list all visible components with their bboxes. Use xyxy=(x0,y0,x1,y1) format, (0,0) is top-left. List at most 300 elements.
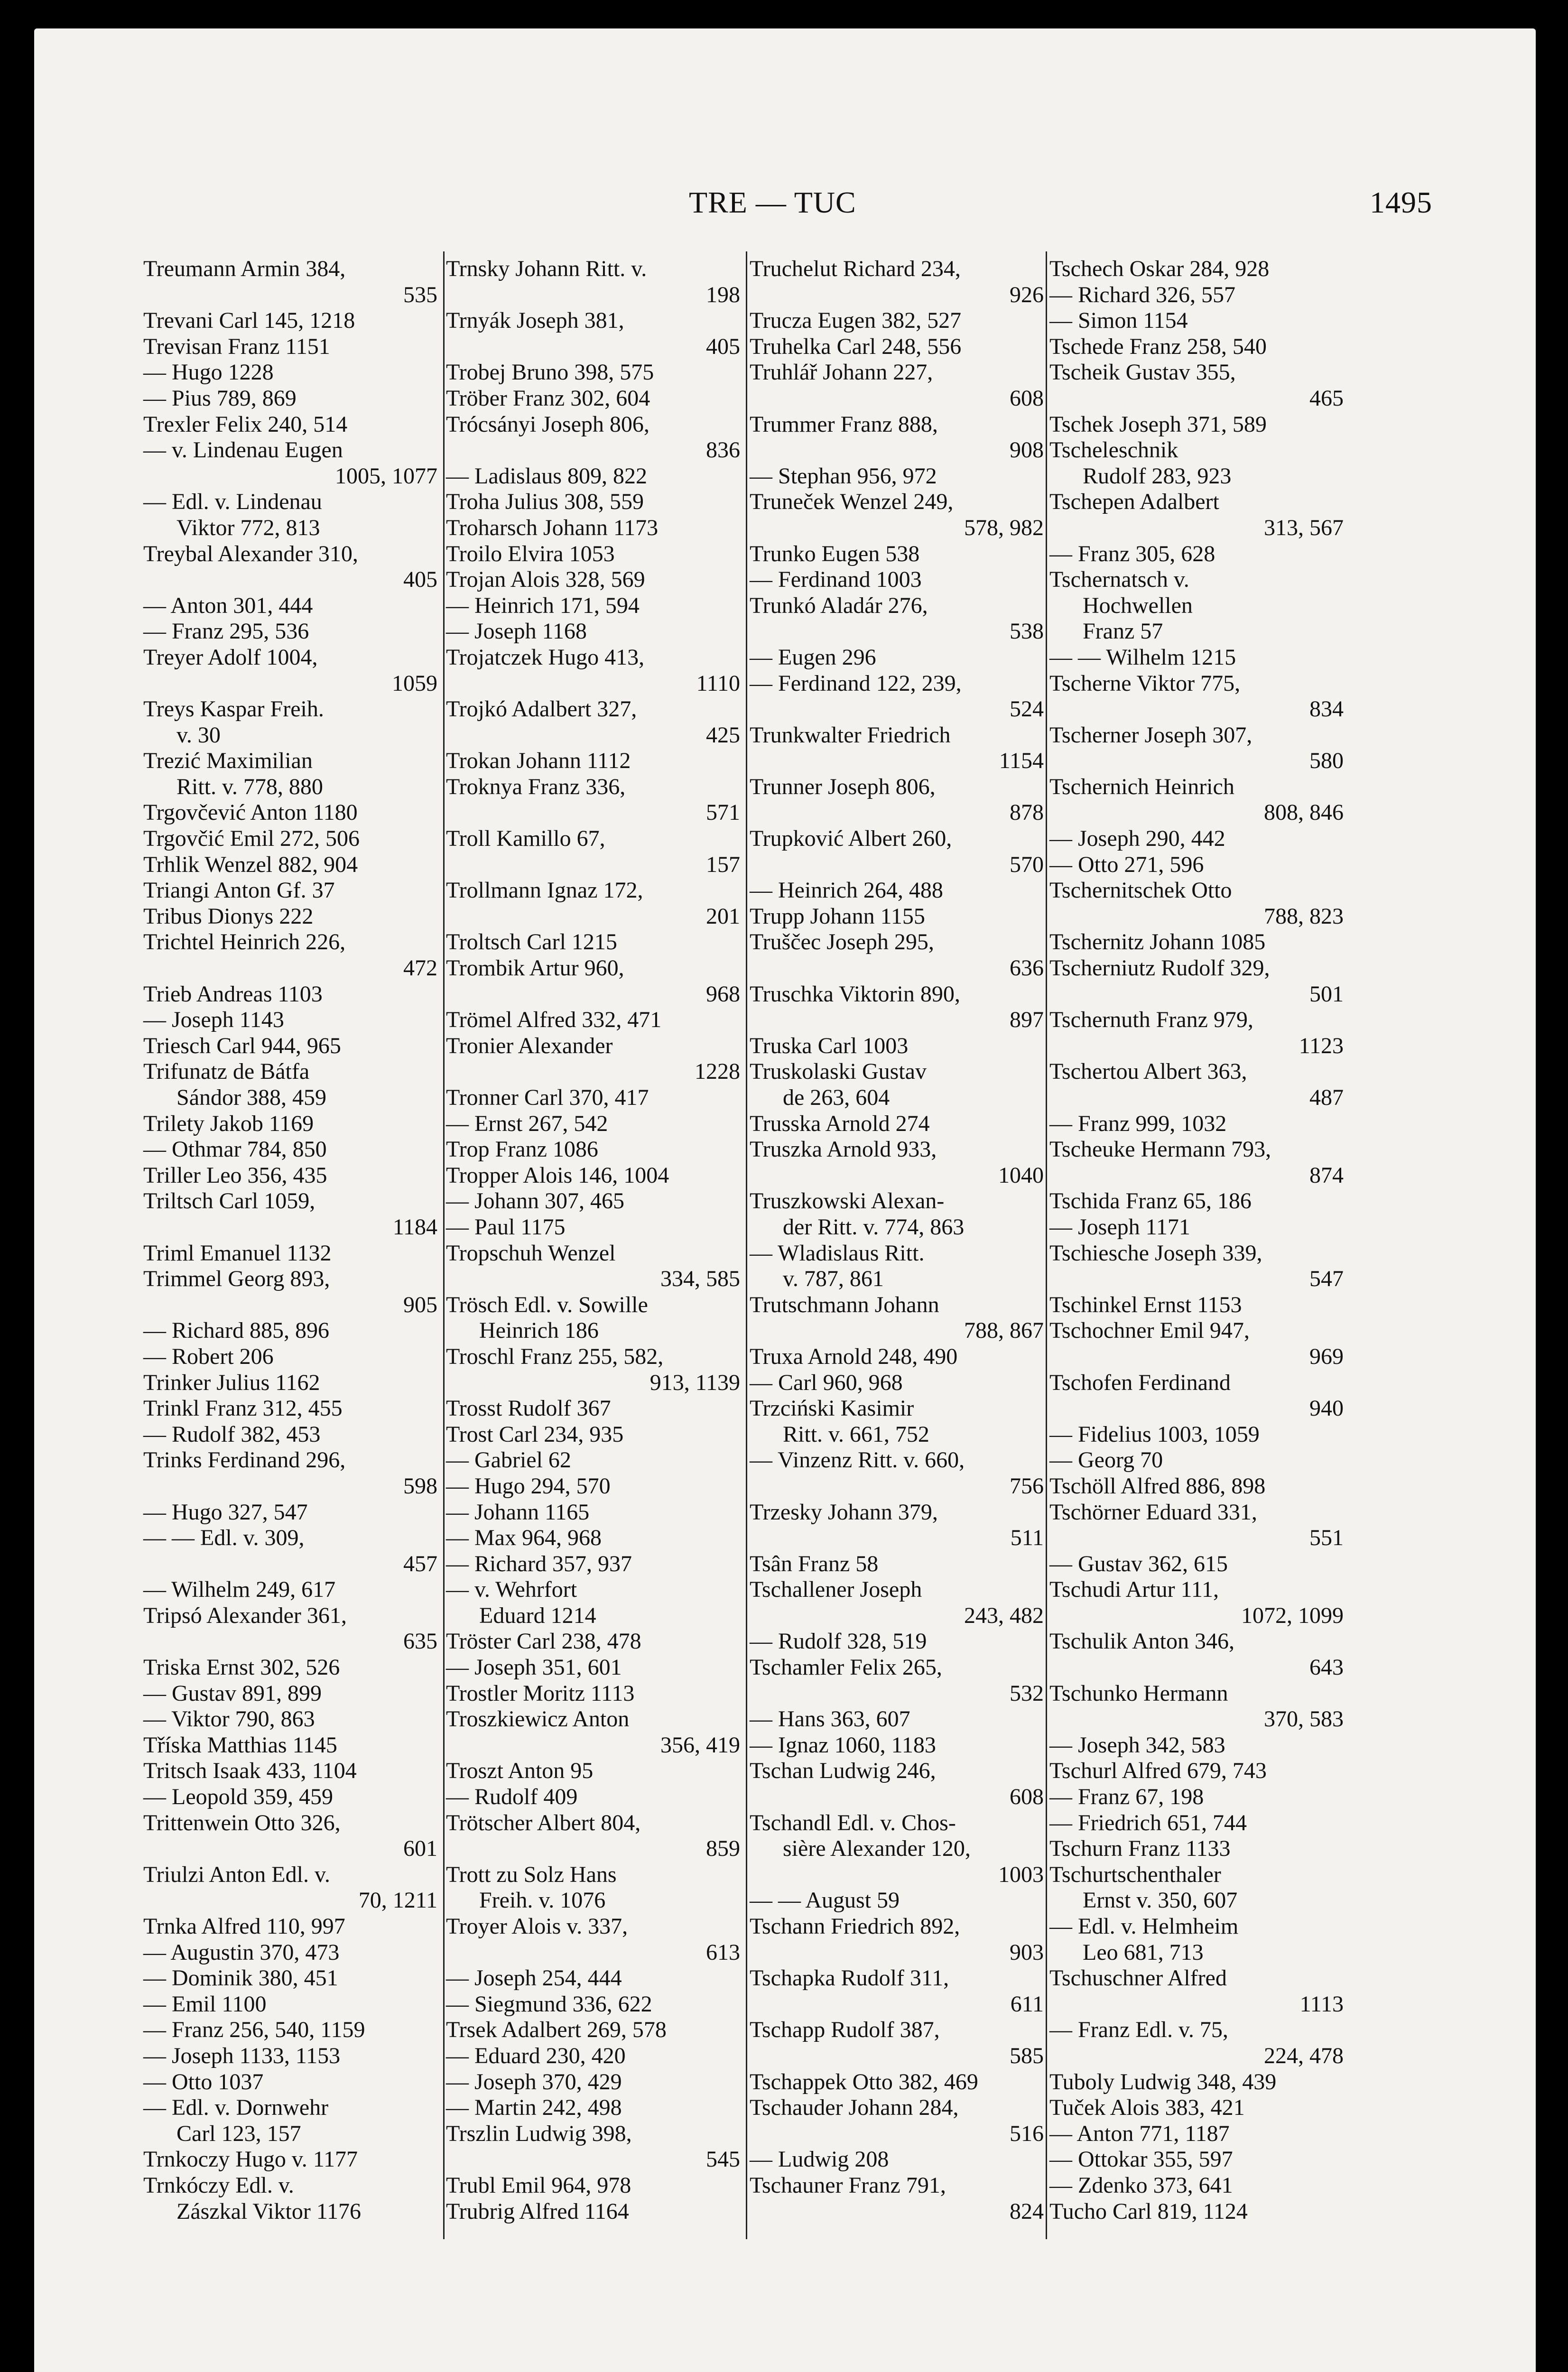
entry-line: — Vinzenz Ritt. v. 660, xyxy=(750,1447,965,1473)
entry-line: Tschurl Alfred 679, 743 xyxy=(1049,1758,1267,1784)
index-entry xyxy=(750,412,1044,463)
index-entry xyxy=(750,256,1044,308)
entry-line: — Gustav 362, 615 xyxy=(1049,1551,1228,1576)
index-entry xyxy=(446,1500,740,1526)
entry-continuation: 487 xyxy=(1309,1085,1344,1110)
entry-continuation: 926 xyxy=(1010,282,1044,307)
index-entry xyxy=(143,1007,437,1033)
index-entry xyxy=(446,489,740,515)
index-entry xyxy=(446,1551,740,1577)
entry-continuation: Carl 123, 157 xyxy=(176,2121,301,2146)
entry-line: Trojkó Adalbert 327, xyxy=(446,696,637,722)
index-entry xyxy=(143,929,437,981)
index-entry xyxy=(143,1059,437,1111)
entry-line: Trojatczek Hugo 413, xyxy=(446,644,645,670)
index-entry xyxy=(446,1525,740,1551)
entry-line: — Rudolf 409 xyxy=(446,1784,578,1810)
index-entry xyxy=(143,1655,437,1681)
index-entry xyxy=(1049,671,1344,723)
entry-continuation: 547 xyxy=(1309,1266,1344,1292)
entry-line: Triangi Anton Gf. 37 xyxy=(143,878,335,903)
index-entry xyxy=(1049,1137,1344,1188)
entry-line: — Hugo 1228 xyxy=(143,360,274,385)
index-entry xyxy=(446,2043,740,2069)
index-entry xyxy=(143,1137,437,1163)
index-entry xyxy=(750,360,1044,411)
entry-continuation: 913, 1139 xyxy=(649,1370,740,1395)
entry-continuation: 334, 585 xyxy=(660,1266,740,1292)
entry-line: — v. Lindenau Eugen xyxy=(143,437,343,463)
entry-line: Trupković Albert 260, xyxy=(750,826,952,852)
index-entry xyxy=(750,1500,1044,1551)
entry-line: Trummer Franz 888, xyxy=(750,411,938,437)
entry-continuation: 405 xyxy=(403,567,437,593)
index-entry xyxy=(1049,1629,1344,1680)
entry-line: Treybal Alexander 310, xyxy=(143,541,358,566)
entry-line: — Martin 242, 498 xyxy=(446,2095,622,2121)
index-entry xyxy=(143,1965,437,1992)
index-entry xyxy=(143,489,437,541)
entry-continuation: 897 xyxy=(1010,1007,1044,1033)
index-entry xyxy=(446,1396,740,1422)
index-entry xyxy=(143,1422,437,1448)
entry-continuation: 571 xyxy=(706,800,740,825)
index-entry xyxy=(750,1888,1044,1914)
index-entry xyxy=(750,541,1044,567)
index-entry xyxy=(446,1914,740,1965)
index-entry xyxy=(446,386,740,412)
index-entry xyxy=(1049,1965,1344,2017)
entry-line: Tscheleschnik xyxy=(1049,437,1178,463)
entry-continuation: 834 xyxy=(1309,696,1344,722)
index-entry xyxy=(143,878,437,904)
entry-continuation: 1040 xyxy=(998,1162,1044,1188)
entry-line: Tropschuh Wenzel xyxy=(446,1240,616,1266)
entry-line: — Joseph 1133, 1153 xyxy=(143,2043,341,2068)
entry-line: — Edl. v. Dornwehr xyxy=(143,2095,329,2121)
entry-continuation: 598 xyxy=(403,1473,437,1499)
entry-line: Truščec Joseph 295, xyxy=(750,929,934,955)
entry-continuation: 551 xyxy=(1309,1525,1344,1551)
entry-continuation: 157 xyxy=(706,852,740,877)
entry-line: — Gabriel 62 xyxy=(446,1447,571,1473)
index-entry xyxy=(446,256,740,308)
entry-line: Tschernitschek Otto xyxy=(1049,878,1232,903)
index-entry xyxy=(446,541,740,567)
entry-continuation: v. 787, 861 xyxy=(783,1266,884,1292)
index-entry xyxy=(143,386,437,412)
entry-line: — Anton 771, 1187 xyxy=(1049,2121,1230,2146)
entry-line: Trnkoczy Hugo v. 1177 xyxy=(143,2147,358,2172)
index-entry xyxy=(1049,2173,1344,2199)
index-entry xyxy=(446,1163,740,1189)
entry-line: Tschurn Franz 1133 xyxy=(1049,1836,1231,1862)
index-entry xyxy=(446,1137,740,1163)
index-entry xyxy=(1049,1318,1344,1370)
index-entry xyxy=(143,2069,437,2095)
entry-line: Trgovčić Emil 272, 506 xyxy=(143,826,360,852)
entry-line: — Edl. v. Lindenau xyxy=(143,489,322,515)
index-entry xyxy=(1049,1214,1344,1241)
entry-line: — Johann 1165 xyxy=(446,1499,590,1525)
index-entry xyxy=(1049,2121,1344,2147)
entry-line: Trömel Alfred 332, 471 xyxy=(446,1007,662,1033)
index-entry xyxy=(1049,1447,1344,1473)
index-entry xyxy=(1049,1292,1344,1318)
index-entry xyxy=(446,1629,740,1655)
index-column-1 xyxy=(143,256,437,2224)
entry-line: Trinks Ferdinand 296, xyxy=(143,1447,346,1473)
index-entry xyxy=(446,955,740,1007)
entry-line: Triller Leo 356, 435 xyxy=(143,1162,327,1188)
index-entry xyxy=(143,541,437,593)
entry-continuation: 425 xyxy=(706,722,740,748)
index-entry xyxy=(143,1344,437,1370)
index-entry xyxy=(750,567,1044,593)
index-entry xyxy=(750,593,1044,645)
entry-continuation: 465 xyxy=(1309,385,1344,411)
entry-line: Triulzi Anton Edl. v. xyxy=(143,1862,330,1887)
entry-line: Tschertou Albert 363, xyxy=(1049,1059,1247,1084)
entry-continuation: 472 xyxy=(403,955,437,981)
entry-line: — Joseph 351, 601 xyxy=(446,1655,622,1680)
index-entry xyxy=(446,748,740,774)
entry-line: — Franz 295, 536 xyxy=(143,619,309,644)
index-entry xyxy=(750,1577,1044,1629)
entry-line: Tsân Franz 58 xyxy=(750,1551,879,1576)
entry-continuation: Viktor 772, 813 xyxy=(176,515,320,540)
entry-continuation: 580 xyxy=(1309,748,1344,774)
index-entry xyxy=(143,1396,437,1422)
entry-continuation: 1123 xyxy=(1299,1033,1344,1058)
entry-line: Trunko Eugen 538 xyxy=(750,541,920,566)
entry-line: — Otto 1037 xyxy=(143,2069,264,2094)
entry-line: — Eduard 230, 420 xyxy=(446,2043,626,2068)
entry-continuation: 908 xyxy=(1010,437,1044,463)
entry-line: — Hugo 294, 570 xyxy=(446,1473,611,1499)
index-entry xyxy=(750,1137,1044,1188)
entry-line: Tröster Carl 238, 478 xyxy=(446,1629,641,1654)
index-entry xyxy=(143,2095,437,2147)
entry-line: Trollmann Ignaz 172, xyxy=(446,878,643,903)
index-entry xyxy=(750,1111,1044,1137)
index-entry xyxy=(750,2173,1044,2224)
index-entry xyxy=(446,1085,740,1111)
index-entry xyxy=(1049,1500,1344,1551)
index-entry xyxy=(446,2199,740,2225)
entry-line: Trhlik Wenzel 882, 904 xyxy=(143,852,358,877)
index-entry xyxy=(143,1241,437,1267)
index-entry xyxy=(143,1525,437,1577)
entry-line: Trunner Joseph 806, xyxy=(750,774,936,799)
entry-continuation: 538 xyxy=(1010,619,1044,644)
entry-continuation: 405 xyxy=(706,334,740,359)
entry-line: Tschochner Emil 947, xyxy=(1049,1318,1250,1344)
entry-line: — Joseph 370, 429 xyxy=(446,2069,622,2094)
index-entry xyxy=(1049,282,1344,308)
entry-continuation: 1110 xyxy=(696,670,740,696)
index-entry xyxy=(1049,1577,1344,1629)
index-entry xyxy=(750,1241,1044,1292)
index-entry xyxy=(446,1447,740,1473)
index-entry xyxy=(750,1059,1044,1111)
index-entry xyxy=(750,774,1044,826)
entry-line: — Ferdinand 122, 239, xyxy=(750,670,962,696)
entry-line: Tuboly Ludwig 348, 439 xyxy=(1049,2069,1277,2094)
index-entry xyxy=(1049,955,1344,1007)
entry-line: Tschernitz Johann 1085 xyxy=(1049,929,1266,955)
index-entry xyxy=(446,308,740,360)
index-entry xyxy=(143,800,437,826)
index-entry xyxy=(446,1033,740,1085)
index-entry xyxy=(1049,1188,1344,1214)
entry-line: — Simon 1154 xyxy=(1049,308,1188,334)
entry-line: Trojan Alois 328, 569 xyxy=(446,567,645,593)
entry-line: — Wilhelm 249, 617 xyxy=(143,1577,336,1603)
entry-line: Treumann Armin 384, xyxy=(143,256,346,281)
entry-line: Tscherner Joseph 307, xyxy=(1049,722,1253,748)
index-entry xyxy=(446,2173,740,2199)
entry-line: — Joseph 1168 xyxy=(446,619,587,644)
entry-continuation: 859 xyxy=(706,1836,740,1862)
entry-line: — Franz 305, 628 xyxy=(1049,541,1215,566)
column-rule xyxy=(1046,251,1047,2239)
index-entry xyxy=(446,1862,740,1914)
entry-line: — Georg 70 xyxy=(1049,1447,1163,1473)
index-entry xyxy=(750,2069,1044,2095)
entry-line: — — Edl. v. 309, xyxy=(143,1525,305,1551)
entry-line: — Joseph 254, 444 xyxy=(446,1965,622,1991)
entry-line: Trimmel Georg 893, xyxy=(143,1266,330,1292)
entry-line: Trostler Moritz 1113 xyxy=(446,1680,635,1706)
entry-line: — Heinrich 264, 488 xyxy=(750,878,943,903)
entry-continuation: 905 xyxy=(403,1292,437,1317)
entry-continuation: 824 xyxy=(1010,2198,1044,2224)
index-entry xyxy=(143,852,437,878)
index-entry xyxy=(143,412,437,438)
entry-continuation: Ernst v. 350, 607 xyxy=(1083,1888,1238,1913)
index-entry xyxy=(750,1758,1044,1810)
entry-line: Tuček Alois 383, 421 xyxy=(1049,2095,1245,2121)
entry-line: Truschka Viktorin 890, xyxy=(750,981,960,1007)
index-entry xyxy=(446,412,740,463)
entry-line: Trifunatz de Bátfa xyxy=(143,1059,310,1084)
entry-line: Truchelut Richard 234, xyxy=(750,256,961,281)
index-entry xyxy=(750,308,1044,334)
entry-line: Tschauner Franz 791, xyxy=(750,2172,946,2198)
index-entry xyxy=(1049,489,1344,541)
entry-line: Troyer Alois v. 337, xyxy=(446,1914,628,1939)
entry-line: Truneček Wenzel 249, xyxy=(750,489,954,515)
entry-continuation: 585 xyxy=(1010,2043,1044,2068)
entry-line: Trost Carl 234, 935 xyxy=(446,1421,624,1447)
entry-continuation: 1113 xyxy=(1299,1991,1344,2017)
entry-continuation: 243, 482 xyxy=(964,1603,1044,1628)
index-entry xyxy=(1049,2069,1344,2095)
entry-line: Tschepen Adalbert xyxy=(1049,489,1219,515)
entry-line: Trnkóczy Edl. v. xyxy=(143,2172,294,2198)
entry-line: — Hugo 327, 547 xyxy=(143,1499,308,1525)
entry-line: — — Wilhelm 1215 xyxy=(1049,644,1236,670)
entry-line: — Ladislaus 809, 822 xyxy=(446,463,647,489)
entry-continuation: de 263, 604 xyxy=(783,1085,890,1110)
entry-line: Tronner Carl 370, 417 xyxy=(446,1085,649,1110)
index-entry xyxy=(446,1577,740,1629)
index-entry xyxy=(1049,1862,1344,1914)
entry-line: Trexler Felix 240, 514 xyxy=(143,411,348,437)
entry-continuation: 611 xyxy=(1010,1991,1044,2017)
index-entry xyxy=(446,1188,740,1214)
index-entry xyxy=(446,1681,740,1707)
index-entry xyxy=(750,826,1044,878)
index-entry xyxy=(446,878,740,929)
entry-line: — Friedrich 651, 744 xyxy=(1049,1810,1247,1835)
entry-continuation: 570 xyxy=(1010,852,1044,877)
entry-line: Tschappek Otto 382, 469 xyxy=(750,2069,978,2094)
entry-line: Tschinkel Ernst 1153 xyxy=(1049,1292,1242,1317)
index-entry xyxy=(750,1188,1044,1240)
entry-line: Trócsányi Joseph 806, xyxy=(446,411,649,437)
index-entry xyxy=(143,1810,437,1862)
index-entry xyxy=(1049,1111,1344,1137)
index-entry xyxy=(750,1292,1044,1344)
index-entry xyxy=(143,645,437,696)
index-entry xyxy=(1049,1914,1344,1965)
entry-line: Troszkiewicz Anton xyxy=(446,1706,630,1732)
entry-line: Triltsch Carl 1059, xyxy=(143,1188,315,1214)
index-entry xyxy=(750,645,1044,671)
entry-line: — Anton 301, 444 xyxy=(143,593,313,618)
index-entry xyxy=(1049,1810,1344,1836)
entry-line: Trubl Emil 964, 978 xyxy=(446,2172,631,2198)
entry-line: — Gustav 891, 899 xyxy=(143,1680,322,1706)
entry-continuation: 524 xyxy=(1010,696,1044,722)
index-entry xyxy=(143,2147,437,2173)
index-entry xyxy=(1049,645,1344,671)
entry-line: — Emil 1100 xyxy=(143,1991,267,2017)
index-entry xyxy=(446,463,740,490)
entry-line: — Franz Edl. v. 75, xyxy=(1049,2017,1228,2043)
entry-continuation: 578, 982 xyxy=(964,515,1044,540)
entry-line: — Leopold 359, 459 xyxy=(143,1784,333,1810)
entry-line: — Dominik 380, 451 xyxy=(143,1965,338,1991)
index-entry xyxy=(446,2069,740,2095)
entry-continuation: 1005, 1077 xyxy=(335,463,437,489)
entry-line: — Augustin 370, 473 xyxy=(143,1939,340,1965)
entry-line: — Rudolf 382, 453 xyxy=(143,1421,321,1447)
entry-line: Tritsch Isaak 433, 1104 xyxy=(143,1758,357,1784)
index-entry xyxy=(446,360,740,386)
index-entry xyxy=(143,1266,437,1318)
entry-continuation: der Ritt. v. 774, 863 xyxy=(783,1214,965,1240)
entry-continuation: 1003 xyxy=(998,1862,1044,1887)
index-entry xyxy=(446,1784,740,1810)
index-entry xyxy=(143,1706,437,1733)
index-entry xyxy=(750,982,1044,1033)
entry-line: Troharsch Johann 1173 xyxy=(446,515,659,540)
index-entry xyxy=(1049,826,1344,852)
entry-line: Tschallener Joseph xyxy=(750,1577,922,1603)
entry-line: Tronier Alexander xyxy=(446,1033,613,1058)
index-entry xyxy=(446,826,740,878)
index-entry xyxy=(446,567,740,593)
index-entry xyxy=(446,774,740,826)
index-entry xyxy=(143,256,437,308)
entry-line: Trucza Eugen 382, 527 xyxy=(750,308,962,334)
entry-line: — Rudolf 328, 519 xyxy=(750,1629,927,1654)
entry-line: Trittenwein Otto 326, xyxy=(143,1810,341,1835)
index-entry xyxy=(1049,1733,1344,1759)
entry-line: Tropper Alois 146, 1004 xyxy=(446,1162,669,1188)
entry-continuation: 874 xyxy=(1309,1162,1344,1188)
index-entry xyxy=(143,1318,437,1344)
entry-line: — Eugen 296 xyxy=(750,644,876,670)
entry-continuation: 635 xyxy=(403,1629,437,1654)
entry-line: Trobej Bruno 398, 575 xyxy=(446,360,654,385)
index-entry xyxy=(143,2043,437,2069)
index-entry xyxy=(446,1344,740,1396)
entry-line: — Joseph 342, 583 xyxy=(1049,1732,1225,1758)
index-entry xyxy=(1049,2199,1344,2225)
entry-line: Trnka Alfred 110, 997 xyxy=(143,1914,345,1939)
entry-continuation: Ritt. v. 778, 880 xyxy=(176,774,323,799)
entry-continuation: 903 xyxy=(1010,1939,1044,1965)
entry-line: Tschofen Ferdinand xyxy=(1049,1370,1231,1395)
index-entry xyxy=(446,593,740,619)
index-entry xyxy=(143,1992,437,2018)
index-entry xyxy=(446,645,740,696)
entry-line: Troschl Franz 255, 582, xyxy=(446,1344,664,1369)
entry-continuation: 1072, 1099 xyxy=(1241,1603,1344,1628)
entry-line: — Siegmund 336, 622 xyxy=(446,1991,652,2017)
index-entry xyxy=(446,1241,740,1292)
index-entry xyxy=(446,1422,740,1448)
entry-continuation: Freih. v. 1076 xyxy=(479,1888,606,1913)
index-entry xyxy=(446,1007,740,1033)
entry-line: Trsek Adalbert 269, 578 xyxy=(446,2017,667,2043)
entry-line: Tschörner Eduard 331, xyxy=(1049,1499,1257,1525)
index-entry xyxy=(750,1733,1044,1759)
entry-continuation: 808, 846 xyxy=(1264,800,1344,825)
entry-line: Truxa Arnold 248, 490 xyxy=(750,1344,958,1369)
entry-continuation: 940 xyxy=(1309,1396,1344,1421)
entry-continuation: Leo 681, 713 xyxy=(1083,1939,1204,1965)
entry-line: Tschernatsch v. xyxy=(1049,567,1189,593)
entry-continuation: 601 xyxy=(403,1836,437,1862)
entry-line: Trieb Andreas 1103 xyxy=(143,981,323,1007)
index-entry xyxy=(143,1603,437,1655)
entry-continuation: 535 xyxy=(403,282,437,307)
entry-line: — Heinrich 171, 594 xyxy=(446,593,640,618)
index-entry xyxy=(446,929,740,955)
entry-continuation: 198 xyxy=(706,282,740,307)
column-rule xyxy=(443,251,445,2239)
entry-continuation: Eduard 1214 xyxy=(479,1603,596,1628)
index-entry xyxy=(750,904,1044,930)
entry-line: Tschede Franz 258, 540 xyxy=(1049,334,1267,359)
entry-line: Tschandl Edl. v. Chos- xyxy=(750,1810,956,1835)
entry-continuation: Franz 57 xyxy=(1083,619,1163,644)
entry-continuation: 457 xyxy=(403,1551,437,1576)
index-entry xyxy=(446,1992,740,2018)
entry-line: Trzesky Johann 379, xyxy=(750,1499,938,1525)
index-entry xyxy=(1049,1241,1344,1292)
entry-continuation: Rudolf 283, 923 xyxy=(1083,463,1232,489)
entry-continuation: 224, 478 xyxy=(1264,2043,1344,2068)
index-entry xyxy=(1049,541,1344,567)
entry-line: Tschapp Rudolf 387, xyxy=(750,2017,940,2043)
index-entry xyxy=(1049,1473,1344,1500)
